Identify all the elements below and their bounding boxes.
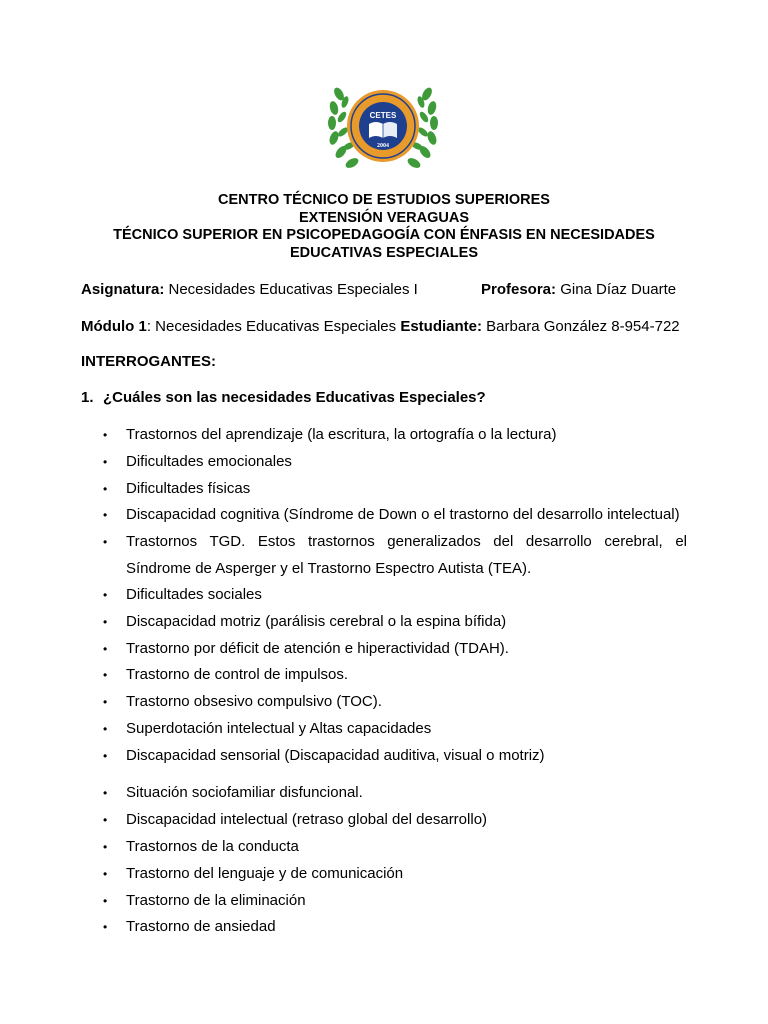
bullet-icon: • bbox=[103, 722, 108, 736]
list-item: • Trastorno de la eliminación bbox=[126, 888, 687, 915]
list-item: • Trastorno de ansiedad bbox=[126, 914, 687, 941]
bullet-icon: • bbox=[103, 615, 108, 629]
bullet-icon: • bbox=[103, 840, 108, 854]
info-row-module bbox=[81, 318, 680, 336]
bullet-icon: • bbox=[103, 642, 108, 656]
bullet-icon: • bbox=[103, 813, 108, 827]
bullet-icon: • bbox=[103, 786, 108, 800]
header-extension: EXTENSIÓN VERAGUAS bbox=[299, 209, 469, 226]
modulo-label: Módulo 1 bbox=[81, 318, 147, 335]
list-item: • Situación sociofamiliar disfuncional. bbox=[126, 780, 687, 807]
estudiante-value: Barbara González 8-954-722 bbox=[482, 318, 680, 335]
list-item: • Trastornos del aprendizaje (la escritura, la ortografía o la lectura) bbox=[126, 422, 687, 449]
document-header bbox=[60, 192, 708, 262]
list-item: • Trastorno obsesivo compulsivo (TOC). bbox=[126, 689, 687, 716]
estudiante-label: Estudiante: bbox=[400, 318, 482, 335]
list-item: • Trastorno por déficit de atención e hiperactividad (TDAH). bbox=[126, 636, 687, 663]
info-row-subject bbox=[81, 281, 677, 299]
list-item: • Superdotación intelectual y Altas capacidades bbox=[126, 716, 687, 743]
profesora-value: Gina Díaz Duarte bbox=[556, 281, 677, 298]
list-item: • Discapacidad motriz (parálisis cerebral o la espina bífida) bbox=[126, 609, 687, 636]
list-item: • Trastorno del lenguaje y de comunicación bbox=[126, 861, 687, 888]
list-item: • Trastornos de la conducta bbox=[126, 834, 687, 861]
modulo-value: : Necesidades Educativas Especiales bbox=[146, 318, 401, 335]
list-item: • Dificultades emocionales bbox=[126, 449, 687, 476]
book-icon bbox=[369, 122, 397, 138]
asignatura-value: Necesidades Educativas Especiales I bbox=[164, 281, 418, 298]
list-item: • Trastornos TGD. Estos trastornos generalizados del desarrollo cerebral, el Síndrome de Asperger y el Trastorno Espectro Autista (TEA). bbox=[126, 529, 687, 582]
cetes-logo bbox=[327, 80, 439, 176]
profesora-label: Profesora: bbox=[481, 281, 557, 298]
bullet-icon: • bbox=[103, 455, 108, 469]
header-program-cont: EDUCATIVAS ESPECIALES bbox=[290, 244, 478, 261]
list-item: • Dificultades físicas bbox=[126, 476, 687, 503]
asignatura-label: Asignatura: bbox=[81, 281, 165, 298]
question-number: 1. bbox=[81, 389, 94, 406]
list-item: • Trastorno de control de impulsos. bbox=[126, 662, 687, 689]
bullet-icon: • bbox=[103, 867, 108, 881]
bullet-icon: • bbox=[103, 535, 108, 549]
bullet-icon: • bbox=[103, 482, 108, 496]
bullet-icon: • bbox=[103, 428, 108, 442]
question-1 bbox=[81, 389, 486, 406]
seal-year: 2004 bbox=[377, 143, 389, 149]
bullet-icon: • bbox=[103, 508, 108, 522]
seal-title: CETES bbox=[369, 111, 397, 120]
list-item: • Discapacidad intelectual (retraso global del desarrollo) bbox=[126, 807, 687, 834]
bullet-icon: • bbox=[103, 920, 108, 934]
bullet-icon: • bbox=[103, 588, 108, 602]
list-item: • Dificultades sociales bbox=[126, 582, 687, 609]
header-program: TÉCNICO SUPERIOR EN PSICOPEDAGOGÍA CON ÉNFASIS EN NECESIDADES bbox=[113, 227, 655, 243]
list-item: • Discapacidad sensorial (Discapacidad auditiva, visual o motriz) bbox=[126, 743, 687, 770]
list-item: • Discapacidad cognitiva (Síndrome de Down o el trastorno del desarrollo intelectual) bbox=[126, 502, 687, 529]
bullet-icon: • bbox=[103, 894, 108, 908]
section-title: INTERROGANTES: bbox=[81, 353, 216, 370]
bullet-icon: • bbox=[103, 695, 108, 709]
bullet-icon: • bbox=[103, 749, 108, 763]
header-institution: CENTRO TÉCNICO DE ESTUDIOS SUPERIORES bbox=[218, 192, 550, 208]
bullet-icon: • bbox=[103, 668, 108, 682]
question-text: ¿Cuáles son las necesidades Educativas Especiales? bbox=[103, 389, 486, 406]
